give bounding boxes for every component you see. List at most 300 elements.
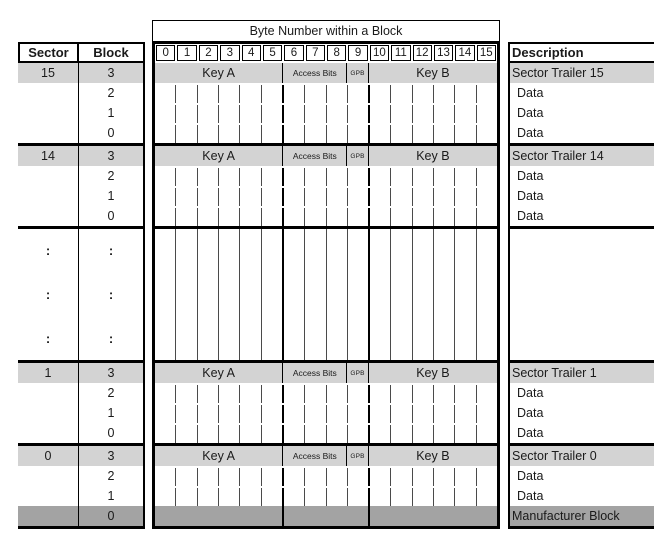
byte-cell	[370, 488, 391, 506]
block-cell: 2	[107, 86, 115, 100]
ellipsis: :	[108, 243, 114, 259]
byte-cell	[327, 85, 348, 103]
byte-cell	[434, 488, 455, 506]
byte-cell	[305, 488, 326, 506]
table-row	[18, 186, 143, 206]
sector-cell	[18, 103, 79, 123]
byte-cell	[240, 85, 261, 103]
key-a-label: Key A	[155, 446, 283, 466]
block-cell: 3	[107, 449, 115, 463]
gpb-label: GPB	[347, 363, 368, 383]
byte-cell	[327, 168, 348, 186]
byte-cell	[370, 208, 391, 226]
sector-ellipsis-region	[18, 229, 145, 363]
byte-cell	[155, 208, 176, 226]
byte-number-cell: 5	[263, 45, 282, 61]
sector-ellipsis-column	[18, 229, 79, 360]
byte-cell	[434, 425, 455, 443]
manufacturer-block-row	[155, 506, 497, 526]
sector-trailer-row	[155, 446, 497, 466]
byte-cell	[176, 85, 197, 103]
byte-cell	[391, 488, 412, 506]
byte-cell	[284, 105, 305, 123]
byte-cell	[176, 125, 197, 143]
byte-cell	[391, 105, 412, 123]
byte-cell	[240, 506, 261, 526]
byte-cell	[198, 405, 219, 423]
byte-cell	[155, 168, 176, 186]
byte-cell	[240, 168, 261, 186]
byte-cell	[155, 229, 176, 360]
byte-cell	[455, 425, 476, 443]
byte-cell	[327, 385, 348, 403]
table-row	[18, 83, 143, 103]
byte-cell	[284, 488, 305, 506]
byte-cell	[455, 229, 476, 360]
byte-cell	[198, 385, 219, 403]
sector-block-header-row	[18, 42, 145, 63]
byte-cell	[370, 468, 391, 486]
byte-cell	[262, 229, 284, 360]
byte-cell	[327, 405, 348, 423]
byte-number-cell: 15	[477, 45, 496, 61]
byte-cell	[262, 125, 284, 143]
byte-cell	[391, 125, 412, 143]
byte-cell	[198, 468, 219, 486]
description-group-0	[508, 446, 654, 529]
byte-cell	[477, 168, 497, 186]
byte-cell	[327, 488, 348, 506]
description-cell: Data	[517, 426, 544, 440]
byte-cell	[348, 85, 370, 103]
byte-cell	[155, 125, 176, 143]
byte-cell	[176, 405, 197, 423]
byte-cell	[434, 405, 455, 423]
byte-cell	[477, 405, 497, 423]
block-cell: 0	[107, 509, 115, 523]
byte-cell	[176, 188, 197, 206]
byte-cell	[240, 425, 261, 443]
sector-cell	[18, 423, 79, 443]
byte-cell	[434, 229, 455, 360]
byte-cell	[198, 208, 219, 226]
description-group-14	[508, 146, 654, 229]
byte-cell	[348, 208, 370, 226]
byte-cell	[413, 488, 434, 506]
byte-cell	[155, 488, 176, 506]
byte-cell	[434, 168, 455, 186]
key-a-label: Key A	[155, 63, 283, 83]
byte-cell	[370, 506, 391, 526]
byte-cell	[305, 85, 326, 103]
byte-cell	[434, 125, 455, 143]
byte-cell	[370, 168, 391, 186]
byte-cell	[455, 208, 476, 226]
sector-trailer-row	[155, 63, 497, 83]
byte-cell	[262, 385, 284, 403]
byte-cell	[370, 125, 391, 143]
block-cell: 3	[107, 149, 115, 163]
byte-cell	[327, 208, 348, 226]
description-group-1	[508, 363, 654, 446]
byte-cell	[284, 385, 305, 403]
byte-cell	[370, 188, 391, 206]
byte-cell	[284, 229, 305, 360]
sector-group-0	[18, 446, 145, 529]
byte-cell	[219, 125, 240, 143]
block-ellipsis-column	[79, 229, 143, 360]
byte-cell	[413, 468, 434, 486]
byte-cell	[476, 506, 497, 526]
sector-cell: 1	[18, 363, 79, 383]
byte-cell	[391, 188, 412, 206]
table-row	[18, 466, 143, 486]
byte-cell	[391, 168, 412, 186]
byte-cell	[198, 168, 219, 186]
sector-cell	[18, 466, 79, 486]
byte-cell	[305, 208, 326, 226]
table-row	[18, 206, 143, 226]
byte-cell	[413, 168, 434, 186]
sector-block-table	[18, 42, 145, 529]
table-row	[18, 146, 143, 166]
byte-cell	[477, 105, 497, 123]
sector-cell	[18, 206, 79, 226]
byte-cell	[176, 208, 197, 226]
data-block-row	[155, 186, 497, 206]
byte-cell	[155, 385, 176, 403]
table-row	[18, 166, 143, 186]
byte-cell	[413, 105, 434, 123]
data-block-row	[155, 383, 497, 403]
description-cell: Manufacturer Block	[510, 506, 654, 526]
byte-cell	[455, 85, 476, 103]
byte-cell	[348, 188, 370, 206]
byte-cell	[477, 468, 497, 486]
description-ellipsis-region	[508, 229, 654, 363]
byte-cell	[477, 125, 497, 143]
block-cell: 1	[107, 189, 115, 203]
block-cell: 0	[107, 209, 115, 223]
byte-cell	[477, 208, 497, 226]
byte-cell	[434, 506, 455, 526]
byte-cell	[455, 125, 476, 143]
data-block-row	[155, 466, 497, 486]
byte-table	[152, 20, 500, 529]
byte-cell	[434, 188, 455, 206]
block-cell: 1	[107, 406, 115, 420]
byte-cell	[370, 85, 391, 103]
byte-cell	[348, 168, 370, 186]
byte-cell	[413, 425, 434, 443]
byte-cell	[284, 425, 305, 443]
byte-cell	[240, 105, 261, 123]
byte-cell	[240, 208, 261, 226]
byte-cell	[455, 168, 476, 186]
byte-cell	[284, 85, 305, 103]
byte-cell	[348, 468, 370, 486]
table-row	[18, 103, 143, 123]
byte-cell	[455, 468, 476, 486]
key-b-label: Key B	[416, 149, 450, 163]
description-cell: Sector Trailer 15	[510, 63, 654, 83]
access-bits-label: Access Bits	[283, 146, 347, 166]
byte-number-cell: 0	[156, 45, 175, 61]
sector-group-14	[18, 146, 145, 229]
byte-cell	[413, 188, 434, 206]
byte-cell	[262, 85, 284, 103]
block-cell: 2	[107, 169, 115, 183]
sector-column-header: Sector	[20, 44, 79, 61]
block-cell: 0	[107, 426, 115, 440]
byte-cell	[391, 405, 412, 423]
byte-sector-group-1	[155, 363, 497, 446]
byte-cell	[176, 385, 197, 403]
byte-cell	[284, 506, 305, 526]
byte-cell	[327, 125, 348, 143]
key-a-label: Key A	[155, 363, 283, 383]
byte-cell	[391, 468, 412, 486]
description-cell: Data	[517, 209, 544, 223]
access-bits-label: Access Bits	[283, 446, 347, 466]
table-row	[18, 363, 143, 383]
byte-cell	[176, 168, 197, 186]
data-block-row	[155, 403, 497, 423]
byte-cell	[219, 105, 240, 123]
description-cell: Data	[517, 406, 544, 420]
sector-cell	[18, 506, 79, 526]
byte-cell	[197, 506, 218, 526]
byte-number-cell: 9	[348, 45, 367, 61]
table-row	[18, 123, 143, 143]
byte-cell	[240, 125, 261, 143]
block-cell: 2	[107, 469, 115, 483]
block-cell: 2	[107, 386, 115, 400]
byte-cell	[455, 506, 476, 526]
byte-cell	[327, 229, 348, 360]
byte-cell	[219, 405, 240, 423]
byte-cell	[219, 425, 240, 443]
byte-cell	[176, 425, 197, 443]
byte-cell	[391, 506, 412, 526]
byte-cell	[218, 506, 239, 526]
ellipsis: :	[108, 286, 114, 302]
byte-cell	[348, 425, 370, 443]
description-group-15	[508, 63, 654, 146]
byte-cell	[219, 208, 240, 226]
key-b-label: Key B	[416, 366, 450, 380]
byte-cell	[434, 208, 455, 226]
byte-cell	[413, 385, 434, 403]
byte-cell	[155, 468, 176, 486]
byte-cell	[413, 208, 434, 226]
byte-cell	[305, 105, 326, 123]
byte-number-cell: 11	[391, 45, 410, 61]
description-cell: Data	[517, 489, 544, 503]
byte-cell	[219, 385, 240, 403]
byte-cell	[413, 125, 434, 143]
block-cell: 1	[107, 489, 115, 503]
byte-cell	[155, 105, 176, 123]
byte-number-cell: 7	[306, 45, 325, 61]
byte-cell	[477, 488, 497, 506]
byte-table-body	[152, 42, 500, 529]
byte-cell	[391, 85, 412, 103]
byte-cell	[391, 385, 412, 403]
byte-cell	[198, 188, 219, 206]
byte-cell	[262, 188, 284, 206]
sector-cell	[18, 186, 79, 206]
byte-cell	[176, 506, 197, 526]
byte-cell	[284, 468, 305, 486]
byte-cell	[327, 188, 348, 206]
byte-cell	[455, 405, 476, 423]
description-cell: Data	[517, 169, 544, 183]
byte-cell	[198, 125, 219, 143]
byte-cell	[284, 188, 305, 206]
byte-cell	[219, 488, 240, 506]
data-block-row	[155, 486, 497, 506]
byte-sector-group-14	[155, 146, 497, 229]
byte-cell	[305, 168, 326, 186]
byte-cell	[305, 506, 326, 526]
sector-group-1	[18, 363, 145, 446]
byte-cell	[155, 85, 176, 103]
key-a-label: Key A	[155, 146, 283, 166]
block-cell: 3	[107, 66, 115, 80]
byte-number-cell: 10	[370, 45, 389, 61]
sector-cell: 15	[18, 63, 79, 83]
key-b-label: Key B	[416, 449, 450, 463]
byte-cell	[240, 188, 261, 206]
byte-sector-group-0	[155, 446, 497, 529]
data-block-row	[155, 166, 497, 186]
byte-cell	[219, 168, 240, 186]
table-row	[18, 403, 143, 423]
description-cell: Sector Trailer 1	[510, 363, 654, 383]
byte-cell	[305, 468, 326, 486]
description-cell: Data	[517, 189, 544, 203]
description-table	[508, 42, 654, 529]
data-block-row	[155, 83, 497, 103]
byte-cell	[327, 468, 348, 486]
byte-cell	[198, 105, 219, 123]
byte-cell	[348, 488, 370, 506]
gpb-label: GPB	[347, 146, 368, 166]
byte-cell	[240, 468, 261, 486]
byte-cell	[348, 385, 370, 403]
byte-cell	[240, 488, 261, 506]
byte-cell	[434, 468, 455, 486]
data-block-row	[155, 206, 497, 226]
description-cell: Data	[517, 469, 544, 483]
byte-cell	[391, 208, 412, 226]
byte-number-cell: 6	[284, 45, 303, 61]
byte-cell	[305, 425, 326, 443]
byte-cell	[284, 168, 305, 186]
ellipsis: :	[108, 330, 114, 346]
byte-cell	[477, 229, 497, 360]
byte-cell	[348, 229, 370, 360]
table-row	[18, 383, 143, 403]
byte-number-cell: 12	[413, 45, 432, 61]
sector-cell	[18, 403, 79, 423]
byte-cell	[176, 229, 197, 360]
byte-cell	[305, 385, 326, 403]
byte-cell	[305, 125, 326, 143]
sector-trailer-row	[155, 146, 497, 166]
byte-cell	[434, 105, 455, 123]
byte-number-cell: 8	[327, 45, 346, 61]
byte-cell	[261, 506, 284, 526]
byte-cell	[370, 385, 391, 403]
byte-number-cell: 1	[177, 45, 196, 61]
byte-cell	[348, 405, 370, 423]
byte-cell	[413, 405, 434, 423]
byte-cell	[305, 229, 326, 360]
table-row	[18, 446, 143, 466]
description-column-header: Description	[508, 42, 654, 63]
ellipsis: :	[45, 243, 51, 259]
byte-cell	[305, 188, 326, 206]
byte-cell	[219, 468, 240, 486]
byte-cell	[262, 208, 284, 226]
byte-cell	[284, 125, 305, 143]
byte-cell	[262, 168, 284, 186]
byte-number-cell: 4	[242, 45, 261, 61]
description-cell: Data	[517, 106, 544, 120]
access-bits-label: Access Bits	[283, 363, 347, 383]
description-cell: Data	[517, 386, 544, 400]
byte-cell	[176, 488, 197, 506]
sector-trailer-row	[155, 363, 497, 383]
byte-number-title: Byte Number within a Block	[152, 20, 500, 42]
data-block-row	[155, 423, 497, 443]
byte-cell	[455, 488, 476, 506]
byte-cell	[348, 105, 370, 123]
byte-ellipsis-region	[155, 229, 497, 363]
ellipsis: :	[45, 286, 51, 302]
byte-cell	[155, 506, 176, 526]
byte-cell	[262, 425, 284, 443]
byte-cell	[391, 425, 412, 443]
data-block-row	[155, 123, 497, 143]
sector-group-15	[18, 63, 145, 146]
block-column-header: Block	[93, 45, 129, 60]
byte-cell	[284, 405, 305, 423]
byte-cell	[198, 229, 219, 360]
byte-number-cell: 13	[434, 45, 453, 61]
byte-cell	[348, 125, 370, 143]
description-cell: Sector Trailer 0	[510, 446, 654, 466]
sector-cell	[18, 123, 79, 143]
byte-cell	[219, 85, 240, 103]
table-row	[18, 423, 143, 443]
byte-cell	[477, 188, 497, 206]
byte-cell	[155, 188, 176, 206]
byte-cell	[477, 85, 497, 103]
table-row	[18, 486, 143, 506]
byte-cell	[284, 208, 305, 226]
block-cell: 0	[107, 126, 115, 140]
byte-cell	[370, 229, 391, 360]
byte-cell	[455, 385, 476, 403]
key-b-label: Key B	[416, 66, 450, 80]
byte-cell	[347, 506, 370, 526]
byte-cell	[477, 425, 497, 443]
byte-number-cell: 14	[455, 45, 474, 61]
access-bits-label: Access Bits	[283, 63, 347, 83]
